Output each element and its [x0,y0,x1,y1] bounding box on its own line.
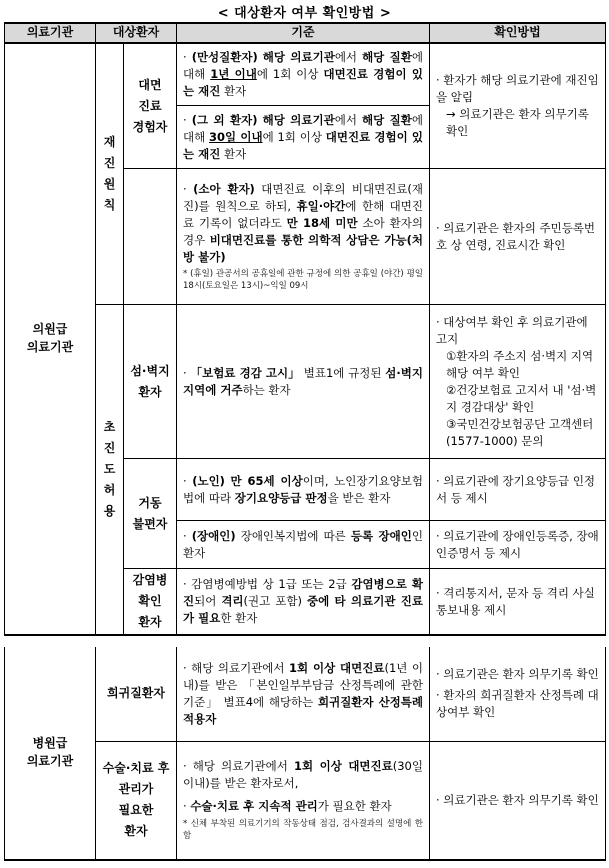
pediatric-method-cell [430,169,606,305]
island-criteria: · 「보험료 경감 고시」 별표1에 규정된 섬·벽지 지역에 거주하는 환자 [183,365,423,397]
island-method-item: ②건강보험료 고지서 내 '섬·벽지 경감대상' 확인 [446,382,597,414]
surgery-criteria-cell [177,741,430,860]
header-method: 확인방법 [430,23,606,43]
other-criteria-cell [177,106,430,169]
revisit-method-line2: → 의료기관은 환자 의무기록 확인 [446,107,589,139]
pediatric-method: · 의료기관은 환자의 주민등록번호 상 연령, 진료시간 확인 [436,220,596,252]
hospital-label-line2: 의료기관 [26,754,74,768]
chronic-criteria-cell [177,43,430,106]
surgery-criteria-1: · 해당 의료기관에서 1회 이상 대면진료(30일 이내)를 받은 환자로서, [183,759,423,791]
island-label-cell [124,305,177,459]
elderly-method-cell [430,459,606,521]
infectious-label-cell [124,569,177,636]
surgery-method: · 의료기관은 환자 의무기록 확인 [436,792,599,807]
patient-verification-table [4,22,606,636]
infectious-criteria-cell [177,569,430,636]
revisit-sub-cell [124,43,177,169]
clinic-institution-cell [5,43,96,636]
rare-label: 희귀질환자 [107,686,165,701]
hospital-table [4,647,606,861]
header-target: 대상환자 [96,23,177,43]
chronic-criteria: · (만성질환자) 해당 의료기관에서 해당 질환에 대해 1년 이내에 1회 이상 대면진료 경험이 있는 재진 환자 [183,49,423,98]
other-criteria: · (그 외 환자) 해당 의료기관에서 해당 질환에 대해 30일 이내에 1회 이상 대면진료 경험이 있는 재진 환자 [183,112,424,161]
pediatric-criteria: · (소아 환자) 대면진료 이후의 비대면진료(재진)를 원칙으로 하되, 휴일·야간에 한해 대면진료 기록이 없더라도 만 18세 미만 소아 환자의 경우 비대면진료를 통한 의학적 상담은 가능(처방 불가) [183,182,424,265]
island-method-item: ①환자의 주소지 섬·벽지 지역 해당 여부 확인 [446,348,594,380]
infectious-criteria: · 감염병예방법 상 1급 또는 2급 감염병으로 확진되어 격리(권고 포함) 중에 타 의료기관 진료가 필요한 환자 [183,577,423,626]
elderly-criteria: · (노인) 만 65세 이상이며, 노인장기요양보험법에 따라 장기요양등급 판정을 받은 환자 [183,473,424,505]
infectious-method: · 격리통지서, 문자 등 격리 사실 통보내용 제시 [436,585,595,617]
surgery-criteria-2: · 수술·치료 후 지속적 관리가 필요한 환자 [183,799,392,814]
header-row [5,23,606,43]
rare-criteria-cell [177,647,430,741]
initial-group-cell [96,305,124,636]
header-criteria: 기준 [177,23,430,43]
table-row [5,43,606,106]
clinic-label-line2: 의료기관 [26,340,74,354]
revisit-group-cell [96,43,124,305]
initial-group-label: 초 진 도 허 용 [103,420,116,519]
rare-method-2: · 환자의 희귀질환자 산정특례 대상여부 확인 [436,688,599,720]
island-criteria-cell [177,305,430,459]
surgery-label: 수술·치료 후 관리가 필요한 환자 [102,761,170,839]
pediatric-sub-cell [124,169,177,305]
disabled-method: · 의료기관에 장애인등록증, 장애인증명서 등 제시 [436,528,599,560]
clinic-label-line1: 의원급 [32,322,68,337]
infectious-label: 감염병 확인 환자 [132,573,168,630]
rare-label-cell [96,647,177,741]
revisit-group-label: 재 진 원 칙 [103,135,116,212]
island-method-intro: · 대상여부 확인 후 의료기관에 고지 [436,314,588,346]
mobility-label-cell [124,459,177,569]
island-label: 섬·벽지 환자 [130,363,170,399]
disabled-criteria: · (장애인) 장애인복지법에 따른 등록 장애인인 환자 [183,528,423,560]
table-row [5,741,606,860]
pediatric-note: * (휴일) 관공서의 공휴일에 관한 규정에 의한 공휴일 (야간) 평일 18시(토요일은 13시)~익일 09시 [183,269,423,291]
surgery-label-cell [96,741,177,860]
hospital-institution-cell [5,647,96,860]
header-institution: 의료기관 [5,23,96,43]
table-row [5,647,606,741]
disabled-method-cell [430,521,606,569]
surgery-note: * 신체 부착된 의료기기의 작동상태 점검, 검사결과의 설명에 한함 [183,819,423,841]
hospital-label-line1: 병원급 [32,736,68,751]
infectious-method-cell [430,569,606,636]
pediatric-criteria-cell [177,169,430,305]
island-method-cell [430,305,606,459]
disabled-criteria-cell [177,521,430,569]
surgery-method-cell [430,741,606,860]
rare-method-cell [430,647,606,741]
elderly-criteria-cell [177,459,430,521]
page-title: < 대상환자 여부 확인방법 > [217,6,392,21]
revisit-method-cell [430,43,606,169]
revisit-method-line1: · 환자가 해당 의료기관에 재진임을 알림 [436,72,599,104]
mobility-label: 거동 불편자 [132,495,168,531]
rare-criteria: · 해당 의료기관에서 1회 이상 대면진료(1년 이내)를 받은 「본인일부부담금 산정특례에 관한 기준」 별표4에 해당하는 희귀질환자 산정특례 적용자 [183,660,424,726]
table-row [5,305,606,459]
elderly-method: · 의료기관에 장기요양등급 인정서 등 제시 [436,473,596,505]
revisit-sub-label: 대면 진료 경험자 [132,77,168,134]
island-method-item: ③국민건강보험공단 고객센터 (1577-1000) 문의 [446,416,594,448]
rare-method-1: · 의료기관은 환자 의무기록 확인 [436,667,599,682]
